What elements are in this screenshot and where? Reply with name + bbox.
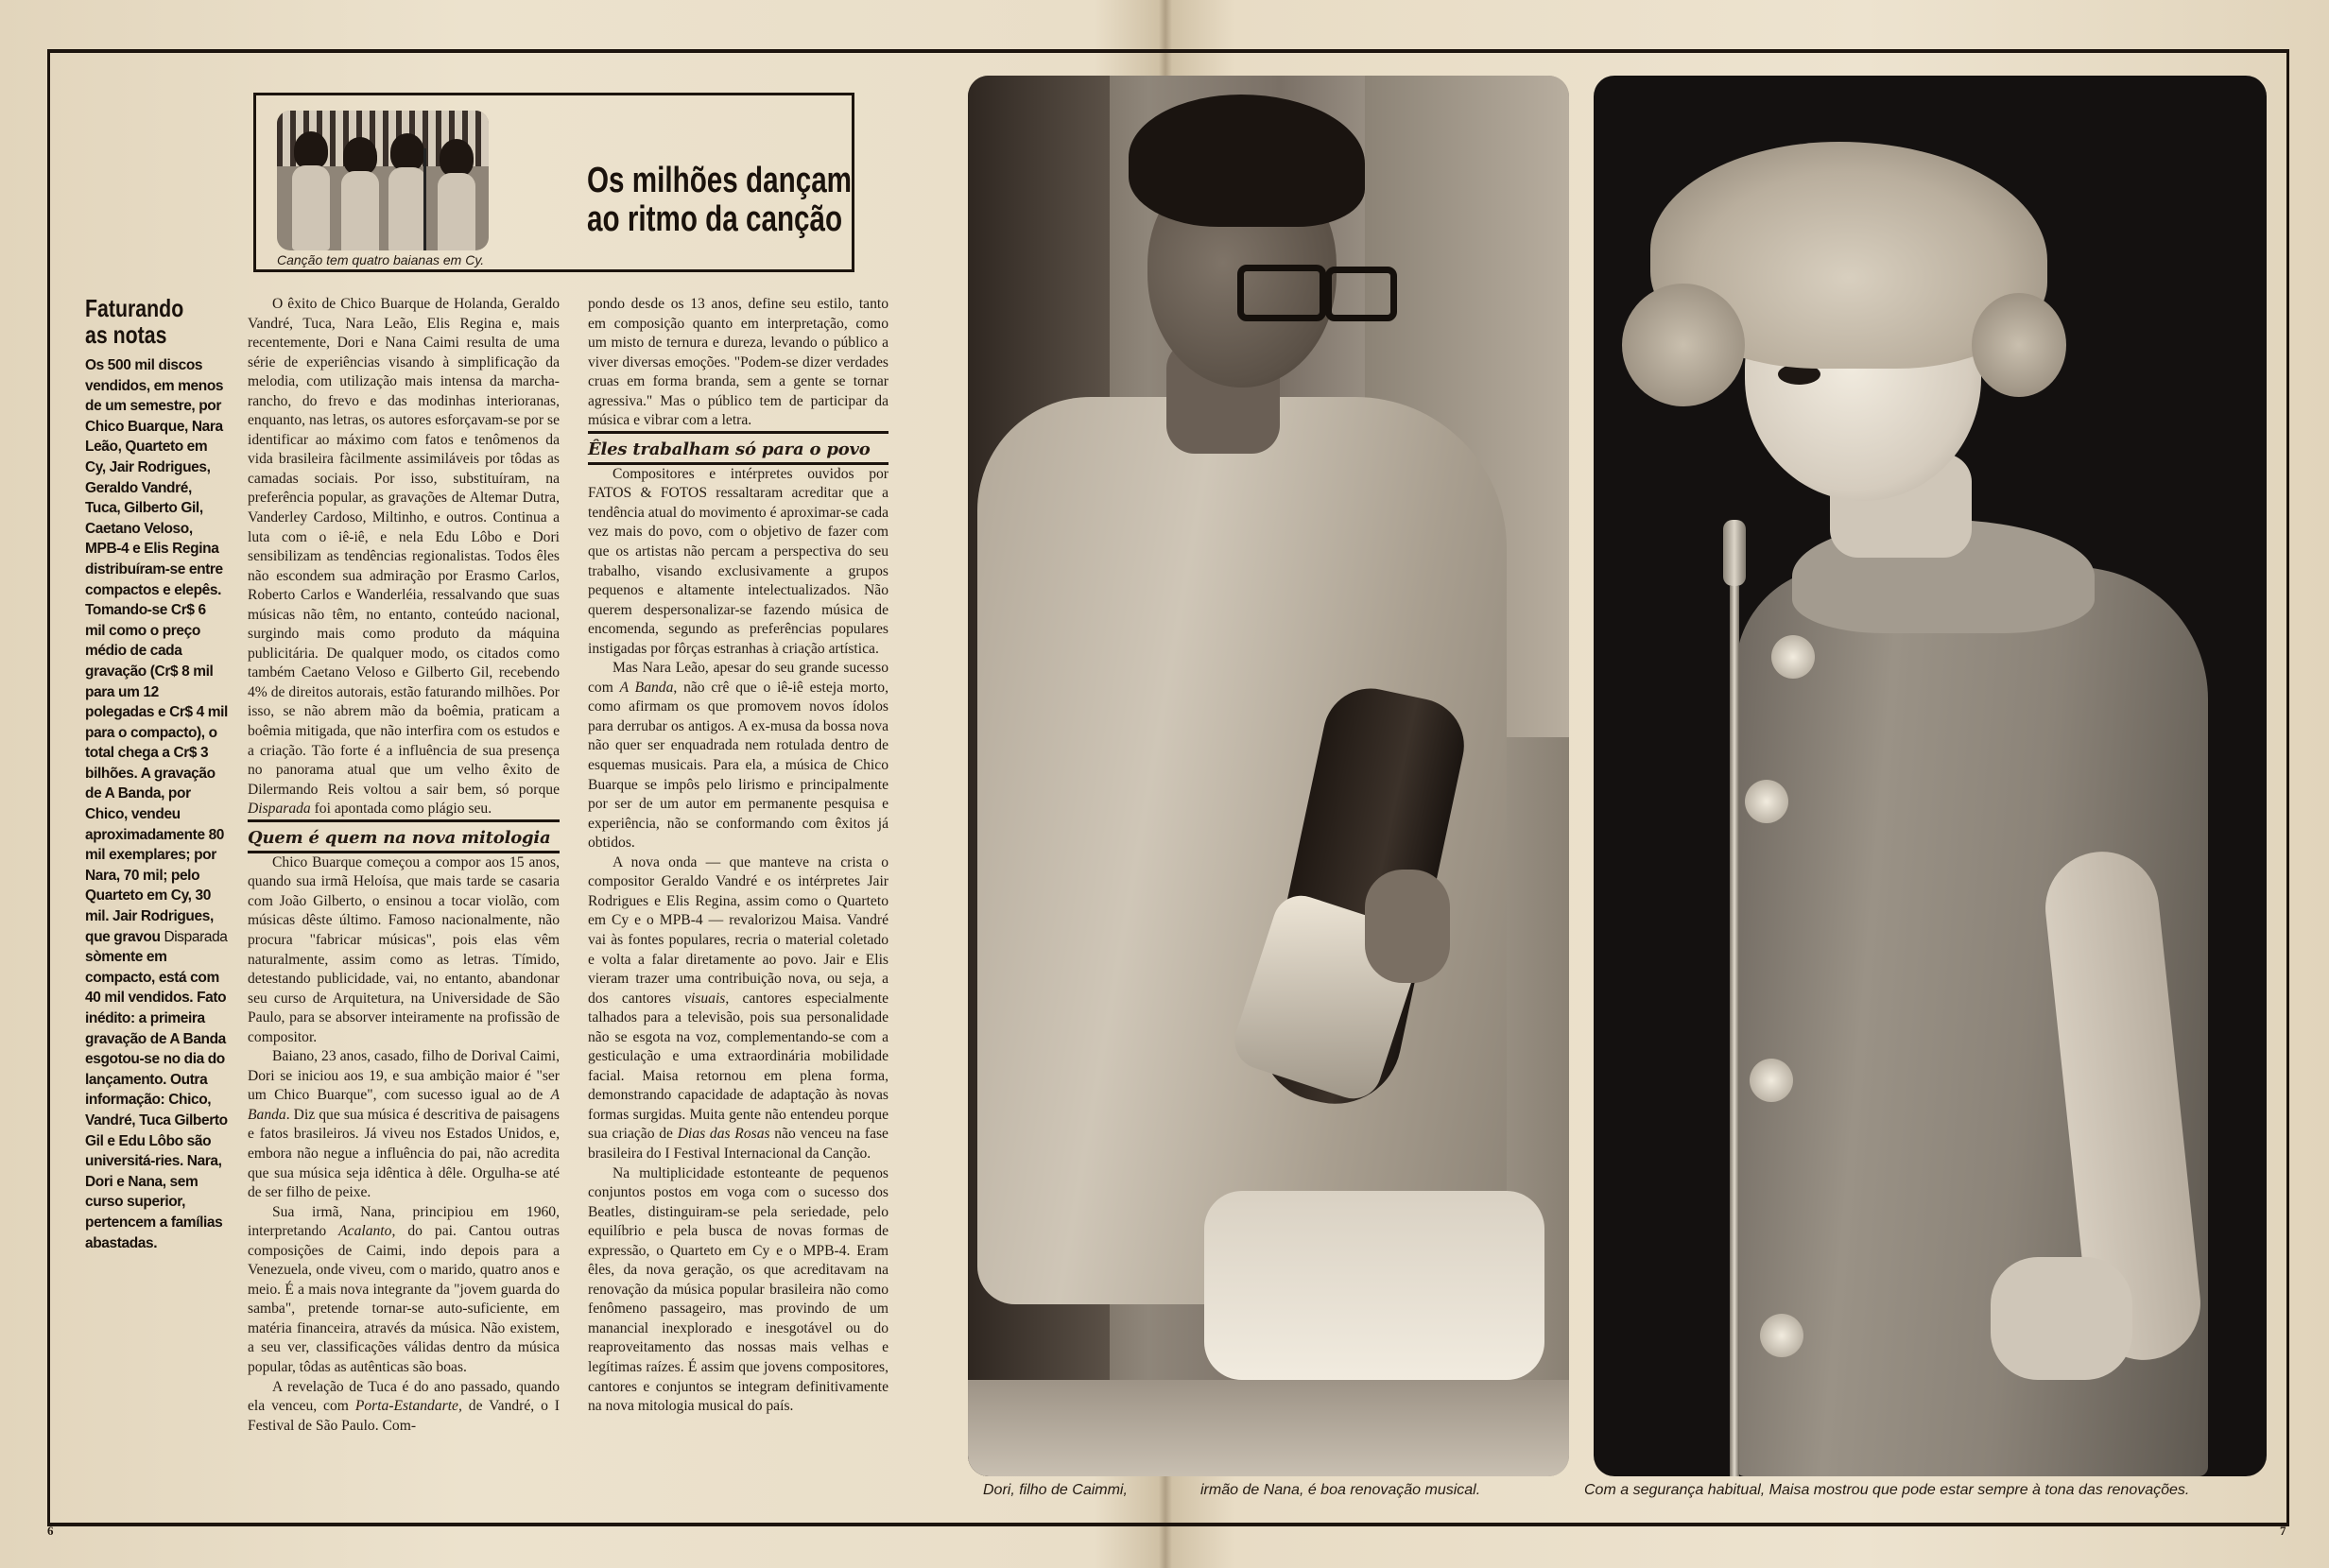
photo-floor (968, 1380, 1569, 1476)
paragraph-text: Sua irmã, Nana, principiou em 1960, interpretando (248, 1203, 560, 1240)
singer-body (438, 173, 475, 250)
headline-line: ao ritmo da canção (587, 199, 843, 239)
singer-head (440, 139, 474, 177)
paragraph-text: Baiano, 23 anos, casado, filho de Dorival Caimi, Dori se iniciou aos 19, e sua ambição maior é "ser um Chico Buarque", com sucesso igual ao de (248, 1048, 560, 1104)
paragraph-text: Chico Buarque começou a compor aos 15 anos, quando sua irmã Heloísa, que mais tarde se casaria com João Gilberto, o ensinou a tocar violão, com músicas dêste último. Famoso nacionalmente, não procura "fabricar músicas", pois elas vêm naturalmente, assim como as letras. Tímido, detestando publicidade, vai, no entanto, abandonar seu curso de Arquitetura, na Universidade de São Paulo, para se absorver inteiramente na profissão de compositor. (248, 853, 560, 1045)
sidebar-title (85, 295, 203, 348)
singer-body (292, 165, 330, 250)
paragraph: pondo desde os 13 anos, define seu estilo, tanto em composição quanto em interpretação, como um misto de ternura e dureza, levando o público a viver diversas emoções. "Podem-se dizer verdades cruas em forma branda, sem a gente se tornar agressiva." Mas o público tem de participar da música e vibrar com a letra. (588, 296, 888, 429)
paragraph-text: foi apontada como plágio seu. (310, 801, 492, 818)
hair-curl (1622, 284, 1745, 406)
headline-line: Os milhões dançam (587, 161, 853, 200)
section-subhead: Quem é quem na nova mitologia (248, 819, 560, 853)
paragraph-text: A nova onda — que manteve na crista o compositor Geraldo Vandré e os intérpretes Jair Rodrigues e Elis Regina, assim como o Quarteto em Cy e o MPB-4 — revalorizou Maisa. Vandré vai às fontes populares, recria o material coletado e volta a falar diretamente ao povo. Jair e Elis vieram trazer uma contribuição nova, ou seja, a dos cantores (588, 853, 888, 1007)
maisa-photo (1594, 76, 2267, 1476)
section-subhead: Êles trabalham só para o povo (588, 431, 888, 465)
paragraph-text: , do pai. Cantou outras composições de Caimi, indo depois para a Venezuela, onde viveu, com o marido, quatro anos e meio. É a mais nova integrante da "jovem guarda do samba", pretende tornar-se auto-suficiente, em matéria financeira, através da música. Não existem, a seu ver, classificações válidas dentro da música popular, tôdas as autênticas são boas. (248, 1223, 560, 1375)
paragraph (248, 1378, 560, 1437)
photo2-caption: Com a segurança habitual, Maisa mostrou que pode estar sempre à tona das renovações. (1584, 1482, 2190, 1498)
paragraph (248, 853, 560, 1047)
photo1-caption-right: irmão de Nana, é boa renovação musical. (1200, 1482, 1481, 1498)
paragraph-text: Mas Nara Leão, apesar do seu grande sucesso com (588, 660, 888, 696)
singer-head (343, 137, 377, 175)
glasses-right-lens (1325, 267, 1397, 321)
paragraph-emphasis: Dias das Rosas (677, 1126, 770, 1143)
dress-button (1750, 1059, 1793, 1102)
sidebar-title-line: Faturando (85, 294, 184, 322)
dress-button (1745, 780, 1788, 823)
header-box (253, 93, 854, 272)
paragraph (588, 659, 888, 853)
paragraph-emphasis: visuais (684, 990, 726, 1007)
sidebar-title-line: as notas (85, 320, 167, 349)
page-number-left: 6 (47, 1524, 54, 1538)
photo1-caption-left: Dori, filho de Caimmi, (983, 1482, 1128, 1498)
paragraph (248, 1203, 560, 1378)
paragraph-emphasis: Porta-Estandarte, (354, 1398, 462, 1415)
paragraph-text: , não crê que o iê-iê esteja morto, como afirmam os que promovem novos ídolos para derrubar os antigos. A ex-musa da bossa nova não quer ser enquadrada nem rotulada dentro de esquemas musicais. Para ela, a música de Chico Buarque se impôs pelo lirismo e principalmente por ser de um autor em permanente pesquisa e experiência, não se conformando com êxitos já obtidos. (588, 679, 888, 852)
singer-body (388, 167, 426, 250)
microphone-stand (1730, 586, 1739, 1476)
microphone-stand (423, 148, 426, 250)
hair (1129, 95, 1365, 227)
sidebar-text-part: Os 500 mil discos vendidos, em menos de um semestre, por Chico Buarque, Nara Leão, Quarteto em Cy, Jair Rodrigues, Geraldo Vandré, Tuca, Gilberto Gil, Caetano Veloso, MPB-4 e Elis Regina distribuíram-se entre compactos e elepês. Tomando-se Cr$ 6 mil como o preço médio de cada gravação (Cr$ 8 mil para um 12 polegadas e Cr$ 4 mil para o compacto), o total chega a Cr$ 3 bilhões. A gravação de A Banda, por Chico, vendeu aproximadamente 80 mil exemplares; por Nara, 70 mil; pelo Quarteto em Cy, 30 mil. Jair Rodrigues, que gravou (85, 357, 228, 945)
paragraph-emphasis: A Banda (619, 679, 674, 696)
paragraph: Compositores e intérpretes ouvidos por FATOS & FOTOS ressaltaram acreditar que a tendência atual do movimento é aproximar-se cada vez mais do povo, com o objetivo de fazer com que os artistas não percam a perspectiva do seu trabalho, visando exclusivamente a grupos pequenos e altamente intelectualizados. Não querem despersonalizar-se fazendo música de encomenda, segundo as preferências populares instigadas por fôrças estranhas à criação artística. (588, 465, 888, 657)
article-column-1 (248, 295, 560, 1436)
paragraph-text: O êxito de Chico Buarque de Holanda, Geraldo Vandré, Tuca, Nara Leão, Elis Regina e, mais recentemente, Dori e Nana Caimi resulta de uma série de experiências visando à simplificação da melodia, com utilização mais intensa da marcha-rancho, do frevo e das modinhas interioranas, enquanto, nas letras, os autores esforçavam-se por se identificar ao máximo com fatos e tenômenos da vida brasileira fàcilmente assimiláveis por tôdas as camadas sociais. Por isso, substituíram, na preferência popular, as gravações de Altemar Dutra, Vanderley Cardoso, Miltinho, e outros. Continua a luta com o iê-iê, e nela Edu Lôbo e Dori sensibilizam as tendências regionalistas. Todos êles não escondem sua admiração por Erasmo Carlos, Roberto Carlos e Wanderléia, ressalvando que suas músicas não têm, no entanto, conteúdo nacional, surgindo mais como produto da máquina publicitária. De qualquer modo, os citados como também Caetano Veloso e Gilberto Gil, recebendo 4% de direitos autorais, estão faturando milhões. Por isso, se não abrem mão da boêmia, praticam a boêmia mitigada, que não interfira com os estudos e a criação. Tão forte é a influência de sua presença no panorama atual que um velho êxito de Dilermando Reis voltou a sair bem, só porque (248, 296, 560, 798)
paragraph-text: não venceu na fase brasileira do I Festival Internacional da Canção. (588, 1126, 888, 1162)
dress-button (1760, 1314, 1803, 1357)
paragraph-text: . Diz que sua música é descritiva de paisagens e fatos brasileiros. Já viveu nos Estados Unidos, e, embora não negue a influência do pai, não acredita que sua música seja idêntica à dêle. Orgulha-se até de ser filho de peixe. (248, 1106, 560, 1201)
hand (1365, 870, 1450, 983)
singer-body (341, 171, 379, 250)
paragraph-text: , cantores especialmente talhados para a televisão, pois sua personalidade não se esgota na voz, complementando-se com a gesticulação e uma extraordinária mobilidade facial. Maisa retornou em plena forma, demonstrando capacidade de adaptação às novas formas surgidas. Muita gente não entendeu porque sua criação de (588, 990, 888, 1143)
paragraph-emphasis: Acalanto (338, 1223, 392, 1240)
paragraph-emphasis: Disparada (248, 801, 311, 818)
knee (1204, 1191, 1544, 1380)
paragraph-text: de Vandré, o I Festival de São Paulo. Com- (248, 1398, 560, 1434)
paragraph-emphasis: A Banda (248, 1087, 560, 1123)
sidebar-text-part: sòmente em compacto, está com 40 mil vendidos. Fato inédito: a primeira gravação de A Banda esgotou-se no dia do lançamento. Outra informação: Chico, Vandré, Tuca Gilberto Gil e Edu Lôbo são universitá-ries. Nara, Dori e Nana, sem curso superior, pertencem a famílias abastadas. (85, 949, 228, 1251)
sidebar-text-emphasis: Disparada (164, 928, 228, 945)
paragraph: Na multiplicidade estonteante de pequenos conjuntos postos em voga com o sucesso dos Beatles, distinguiram-se pela seriedade, pelo equilíbrio e pela busca de novas formas de expressão, o Quarteto em Cy e o MPB-4. Eram êles, da nova geração, os que acreditavam na renovação da música popular brasileira não como fenômeno passageiro, mas provindo de um manancial inexplorado e inesgotável ou do reaproveitamento das nossas mais velhas e legítimas raízes. É assim que jovens compositores, cantores e conjuntos se integram definitivamente na nova mitologia musical do país. (588, 1164, 888, 1415)
hair-curl (1972, 293, 2066, 397)
sidebar-text (85, 355, 229, 1253)
hand (1991, 1257, 2132, 1380)
glasses-left-lens (1237, 265, 1326, 321)
quarteto-em-cy-photo (277, 111, 489, 250)
paragraph (248, 1047, 560, 1202)
sidebar-box (85, 295, 229, 1253)
paragraph (248, 295, 560, 819)
microphone (1723, 520, 1746, 586)
page-headline (587, 161, 853, 239)
thumb-caption: Canção tem quatro baianas em Cy. (277, 252, 485, 267)
page-number-right: 7 (2280, 1524, 2286, 1538)
dori-photo (968, 76, 1569, 1476)
dress-button (1771, 635, 1815, 679)
singer-head (294, 131, 328, 169)
article-column-2 (588, 295, 888, 1417)
paragraph-text: A revelação de Tuca é do ano passado, quando ela venceu, com (248, 1378, 560, 1415)
singer-head (390, 133, 424, 171)
paragraph (588, 853, 888, 1164)
